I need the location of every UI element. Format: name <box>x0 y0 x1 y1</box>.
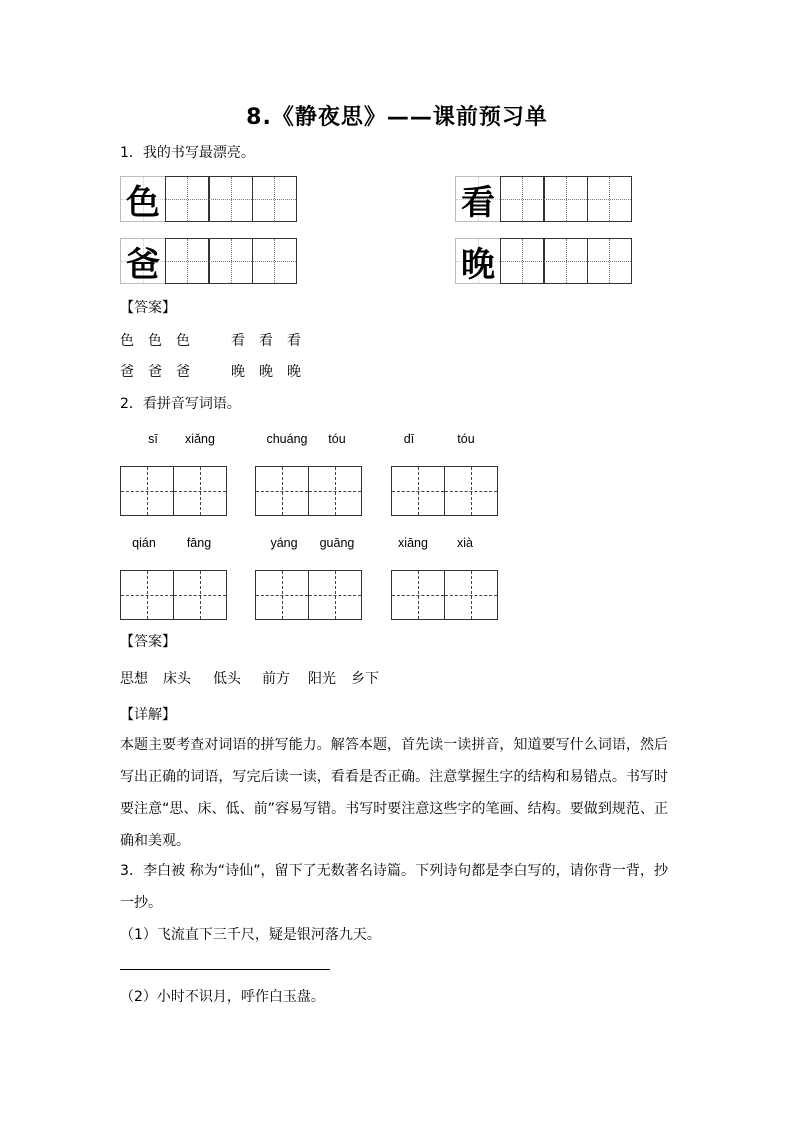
writing-cell[interactable] <box>500 176 545 222</box>
writing-cell[interactable] <box>587 238 632 284</box>
answer-line[interactable] <box>120 969 330 970</box>
word-box <box>391 570 499 620</box>
q3-item-2: （2）小时不识月，呼作白玉盘。 <box>120 989 325 1005</box>
writing-cell[interactable] <box>165 176 210 222</box>
writing-cell[interactable] <box>500 238 545 284</box>
word-box <box>255 466 363 516</box>
word-box <box>391 466 499 516</box>
model-char: 看 <box>461 182 495 223</box>
q2-detail-label: 【详解】 <box>120 707 176 723</box>
pinyin: dī <box>403 432 415 446</box>
writing-cell[interactable] <box>587 176 632 222</box>
writing-cell[interactable] <box>165 238 210 284</box>
page-title: 8.《静夜思》——课前预习单 <box>246 105 548 130</box>
writing-cell[interactable] <box>444 570 498 620</box>
q2-answer: 前方 <box>262 671 290 687</box>
writing-cell[interactable] <box>391 570 445 620</box>
q1-answer-kan: 看 看 看 <box>231 333 301 349</box>
q2-answer-label: 【答案】 <box>120 634 176 650</box>
pinyin: yáng <box>270 536 298 550</box>
model-char: 色 <box>126 182 160 223</box>
model-char-box <box>120 238 166 284</box>
pinyin: sī <box>148 432 158 446</box>
pinyin: chuáng <box>266 432 308 446</box>
q3-item-1: （1）飞流直下三千尺，疑是银河落九天。 <box>120 927 381 943</box>
writing-row-ba <box>120 238 297 284</box>
writing-row-se <box>120 176 297 222</box>
model-char-box <box>120 176 166 222</box>
pinyin: tóu <box>328 432 346 446</box>
writing-cell[interactable] <box>252 238 297 284</box>
pinyin: fāng <box>186 536 212 550</box>
model-char: 晚 <box>461 244 495 285</box>
writing-cell[interactable] <box>208 238 253 284</box>
q1-answer-wan: 晚 晚 晚 <box>231 364 301 380</box>
q2-answer: 低头 <box>213 671 241 687</box>
writing-cell[interactable] <box>120 466 174 516</box>
writing-cell[interactable] <box>252 176 297 222</box>
q2-answer: 思想 <box>120 671 148 687</box>
q1-heading: 1．我的书写最漂亮。 <box>120 145 255 161</box>
q1-answer-ba: 爸 爸 爸 <box>120 364 190 380</box>
word-box <box>120 466 228 516</box>
writing-cell[interactable] <box>120 570 174 620</box>
writing-row-kan <box>455 176 632 222</box>
q1-answer-se: 色 色 色 <box>120 333 190 349</box>
writing-cell[interactable] <box>255 466 309 516</box>
word-box <box>255 570 363 620</box>
writing-row-wan <box>455 238 632 284</box>
q2-answer: 阳光 <box>308 671 336 687</box>
writing-cell[interactable] <box>208 176 253 222</box>
model-char-box <box>455 176 501 222</box>
word-box <box>120 570 228 620</box>
writing-cell[interactable] <box>308 570 362 620</box>
pinyin: tóu <box>457 432 475 446</box>
pinyin: xià <box>457 536 473 550</box>
writing-cell[interactable] <box>444 466 498 516</box>
writing-cell[interactable] <box>391 466 445 516</box>
model-char: 爸 <box>126 244 160 285</box>
writing-cell[interactable] <box>543 176 588 222</box>
writing-cell[interactable] <box>173 570 227 620</box>
q1-answer-label: 【答案】 <box>120 300 176 316</box>
q2-detail-text: 本题主要考查对词语的拼写能力。解答本题，首先读一读拼音，知道要写什么词语，然后写出正确的词语，写完后读一读，看看是否正确。注意掌握生字的结构和易错点。书写时要注意“思、床、低、前”容易写错。书写时要注意这些字的笔画、结构。要做到规范、正确和美观。 <box>120 737 668 849</box>
model-char-box <box>455 238 501 284</box>
q3-heading: 3．李白被 称为“诗仙”，留下了无数著名诗篇。下列诗句都是李白写的，请你背一背，抄一抄。 <box>120 863 668 911</box>
pinyin: xiāng <box>398 536 428 550</box>
q2-answer: 床头 <box>163 671 191 687</box>
writing-cell[interactable] <box>173 466 227 516</box>
q2-heading: 2．看拼音写词语。 <box>120 396 241 412</box>
q2-answer: 乡下 <box>351 671 379 687</box>
writing-cell[interactable] <box>308 466 362 516</box>
writing-cell[interactable] <box>255 570 309 620</box>
pinyin: xiǎng <box>185 432 215 446</box>
writing-cell[interactable] <box>543 238 588 284</box>
pinyin: guāng <box>319 536 355 550</box>
pinyin: qián <box>132 536 156 550</box>
